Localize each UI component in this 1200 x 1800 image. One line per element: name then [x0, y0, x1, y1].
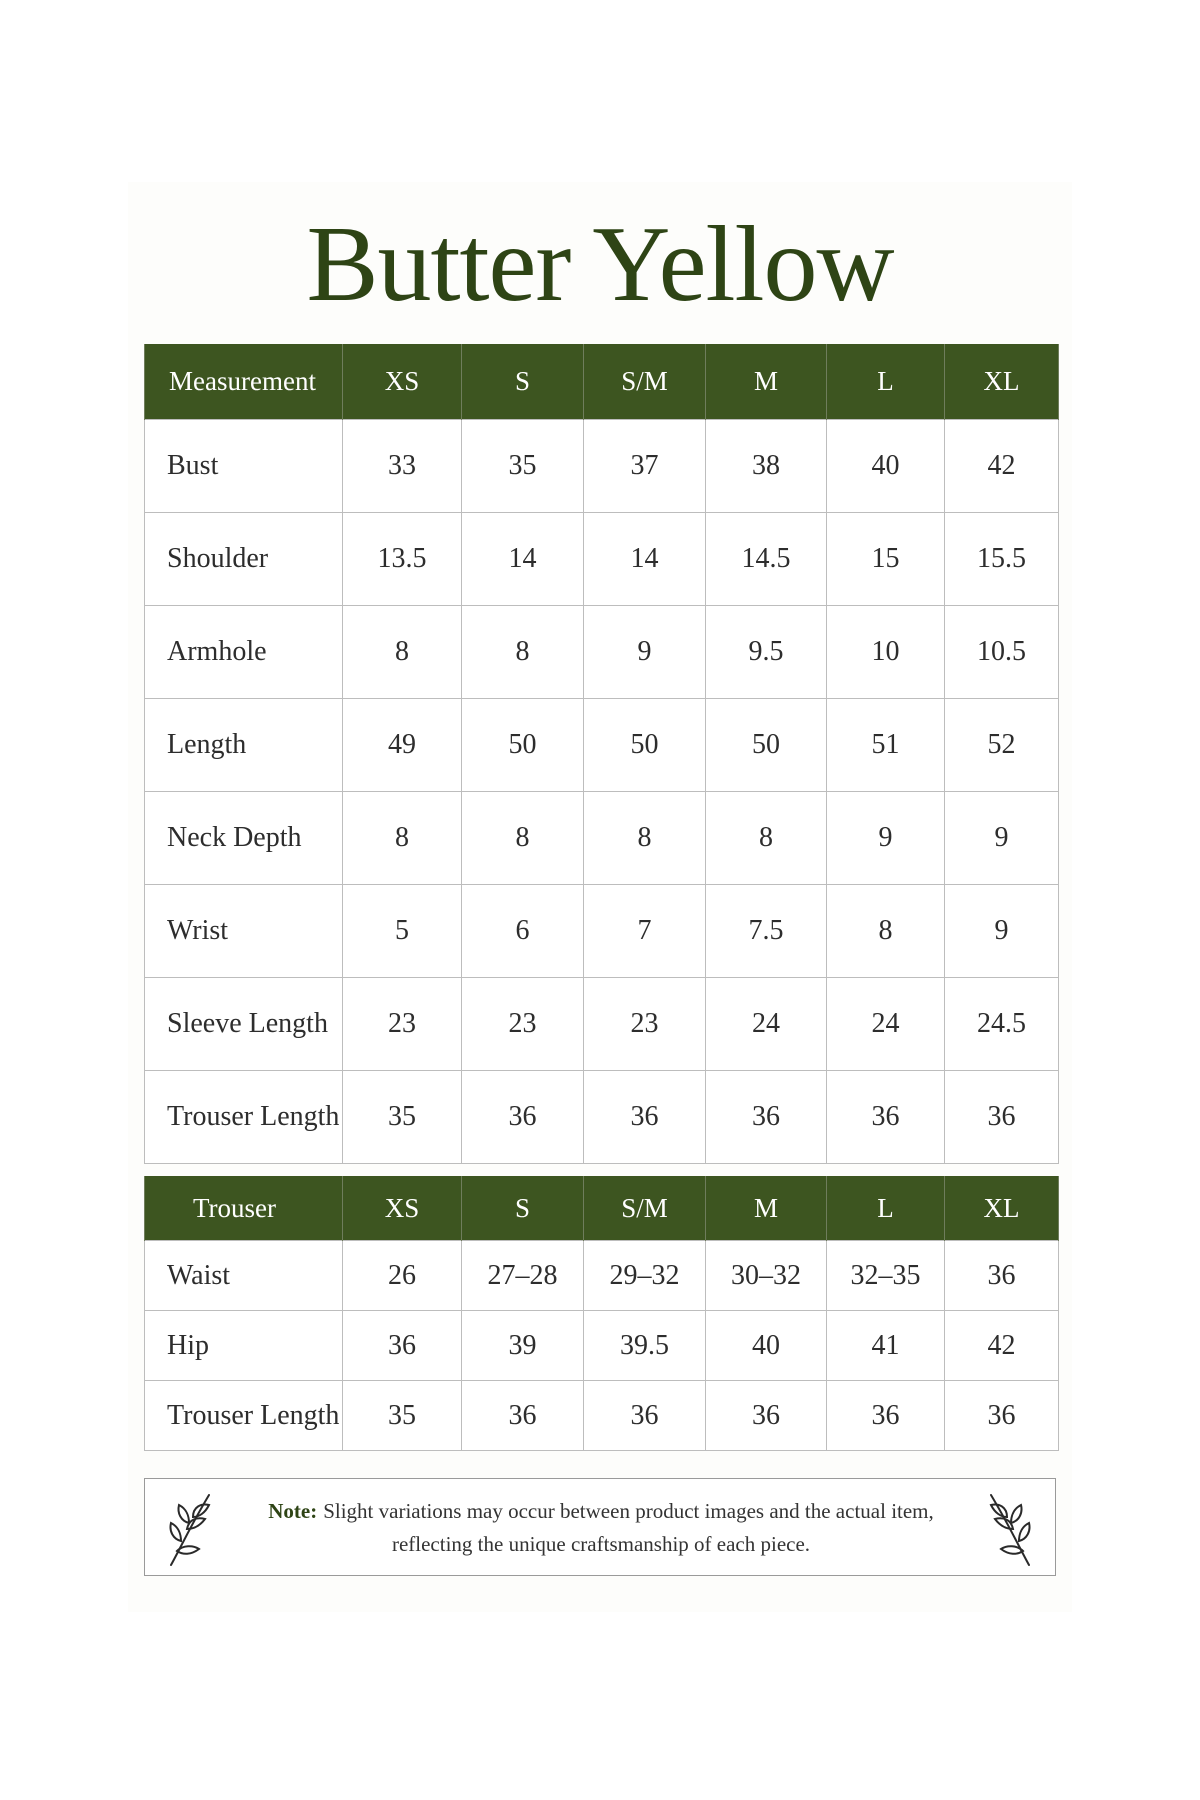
column-header-s: S [462, 1176, 584, 1241]
table-header-row [145, 344, 1059, 420]
table-cell: 36 [827, 1071, 945, 1164]
table-cell: 29–32 [584, 1241, 706, 1311]
row-label: Waist [145, 1241, 343, 1311]
row-label: Bust [145, 420, 343, 513]
table-cell: 42 [945, 1311, 1059, 1381]
column-header-m: M [706, 1176, 827, 1241]
table-cell: 14 [584, 513, 706, 606]
column-header-measurement: Measurement [145, 344, 343, 420]
table-cell: 26 [343, 1241, 462, 1311]
table-cell: 36 [706, 1381, 827, 1451]
table-cell: 36 [462, 1071, 584, 1164]
table-cell: 35 [343, 1071, 462, 1164]
table-cell: 8 [343, 606, 462, 699]
table-cell: 30–32 [706, 1241, 827, 1311]
table-cell: 36 [462, 1381, 584, 1451]
column-header-m: M [706, 344, 827, 420]
table-cell: 8 [706, 792, 827, 885]
table-cell: 35 [343, 1381, 462, 1451]
table-cell: 36 [945, 1241, 1059, 1311]
table-cell: 8 [462, 792, 584, 885]
table-cell: 7 [584, 885, 706, 978]
table-cell: 36 [945, 1381, 1059, 1451]
table-row [145, 420, 1059, 513]
note-box [144, 1478, 1056, 1576]
row-label: Shoulder [145, 513, 343, 606]
table-row [145, 792, 1059, 885]
table-cell: 14 [462, 513, 584, 606]
table-cell: 8 [584, 792, 706, 885]
row-label: Trouser Length [145, 1071, 343, 1164]
table-row [145, 1071, 1059, 1164]
table-cell: 9 [945, 792, 1059, 885]
table-cell: 23 [462, 978, 584, 1071]
column-header-s: S [462, 344, 584, 420]
table-cell: 50 [706, 699, 827, 792]
table-cell: 36 [343, 1311, 462, 1381]
table-row [145, 699, 1059, 792]
table-cell: 23 [584, 978, 706, 1071]
table-cell: 33 [343, 420, 462, 513]
table-cell: 6 [462, 885, 584, 978]
row-label: Wrist [145, 885, 343, 978]
table-row [145, 978, 1059, 1071]
table-row [145, 1381, 1059, 1451]
table-cell: 50 [584, 699, 706, 792]
row-label: Neck Depth [145, 792, 343, 885]
row-label: Sleeve Length [145, 978, 343, 1071]
note-text [245, 1495, 957, 1561]
table-cell: 15 [827, 513, 945, 606]
table-cell: 9 [827, 792, 945, 885]
table-row [145, 1311, 1059, 1381]
column-header-trouser: Trouser [145, 1176, 343, 1241]
table-cell: 36 [706, 1071, 827, 1164]
column-header-xs: XS [343, 344, 462, 420]
column-header-l: L [827, 344, 945, 420]
column-header-sm: S/M [584, 1176, 706, 1241]
note-label: Note: [268, 1499, 318, 1523]
leaf-sprig-icon [977, 1489, 1037, 1569]
table-cell: 41 [827, 1311, 945, 1381]
column-header-sm: S/M [584, 344, 706, 420]
table-cell: 42 [945, 420, 1059, 513]
table-cell: 49 [343, 699, 462, 792]
table-cell: 32–35 [827, 1241, 945, 1311]
table-cell: 36 [945, 1071, 1059, 1164]
table-cell: 13.5 [343, 513, 462, 606]
table-row [145, 885, 1059, 978]
table-cell: 24 [827, 978, 945, 1071]
table-cell: 23 [343, 978, 462, 1071]
table-cell: 10 [827, 606, 945, 699]
table-cell: 35 [462, 420, 584, 513]
table-cell: 52 [945, 699, 1059, 792]
table-cell: 8 [827, 885, 945, 978]
table-cell: 9.5 [706, 606, 827, 699]
column-header-xl: XL [945, 1176, 1059, 1241]
table-cell: 39.5 [584, 1311, 706, 1381]
table-cell: 24 [706, 978, 827, 1071]
column-header-xl: XL [945, 344, 1059, 420]
measurement-table [144, 344, 1059, 1164]
row-label: Trouser Length [145, 1381, 343, 1451]
table-cell: 40 [706, 1311, 827, 1381]
table-cell: 37 [584, 420, 706, 513]
trouser-table [144, 1176, 1059, 1451]
column-header-l: L [827, 1176, 945, 1241]
column-header-xs: XS [343, 1176, 462, 1241]
leaf-sprig-icon [163, 1489, 223, 1569]
note-line-1: Slight variations may occur between product images and the actual item, [323, 1499, 934, 1523]
table-cell: 24.5 [945, 978, 1059, 1071]
table-cell: 9 [584, 606, 706, 699]
table-cell: 15.5 [945, 513, 1059, 606]
table-cell: 8 [343, 792, 462, 885]
table-cell: 38 [706, 420, 827, 513]
table-cell: 9 [945, 885, 1059, 978]
table-cell: 39 [462, 1311, 584, 1381]
table-row [145, 513, 1059, 606]
table-cell: 36 [584, 1381, 706, 1451]
table-cell: 40 [827, 420, 945, 513]
table-cell: 10.5 [945, 606, 1059, 699]
table-cell: 36 [584, 1071, 706, 1164]
row-label: Length [145, 699, 343, 792]
row-label: Armhole [145, 606, 343, 699]
table-row [145, 1241, 1059, 1311]
table-cell: 5 [343, 885, 462, 978]
table-cell: 51 [827, 699, 945, 792]
note-line-2: reflecting the unique craftsmanship of each piece. [391, 1532, 811, 1556]
table-cell: 50 [462, 699, 584, 792]
table-cell: 36 [827, 1381, 945, 1451]
table-header-row [145, 1176, 1059, 1241]
table-cell: 27–28 [462, 1241, 584, 1311]
table-cell: 8 [462, 606, 584, 699]
table-cell: 7.5 [706, 885, 827, 978]
table-row [145, 606, 1059, 699]
row-label: Hip [145, 1311, 343, 1381]
table-cell: 14.5 [706, 513, 827, 606]
page-title: Butter Yellow [306, 205, 894, 324]
